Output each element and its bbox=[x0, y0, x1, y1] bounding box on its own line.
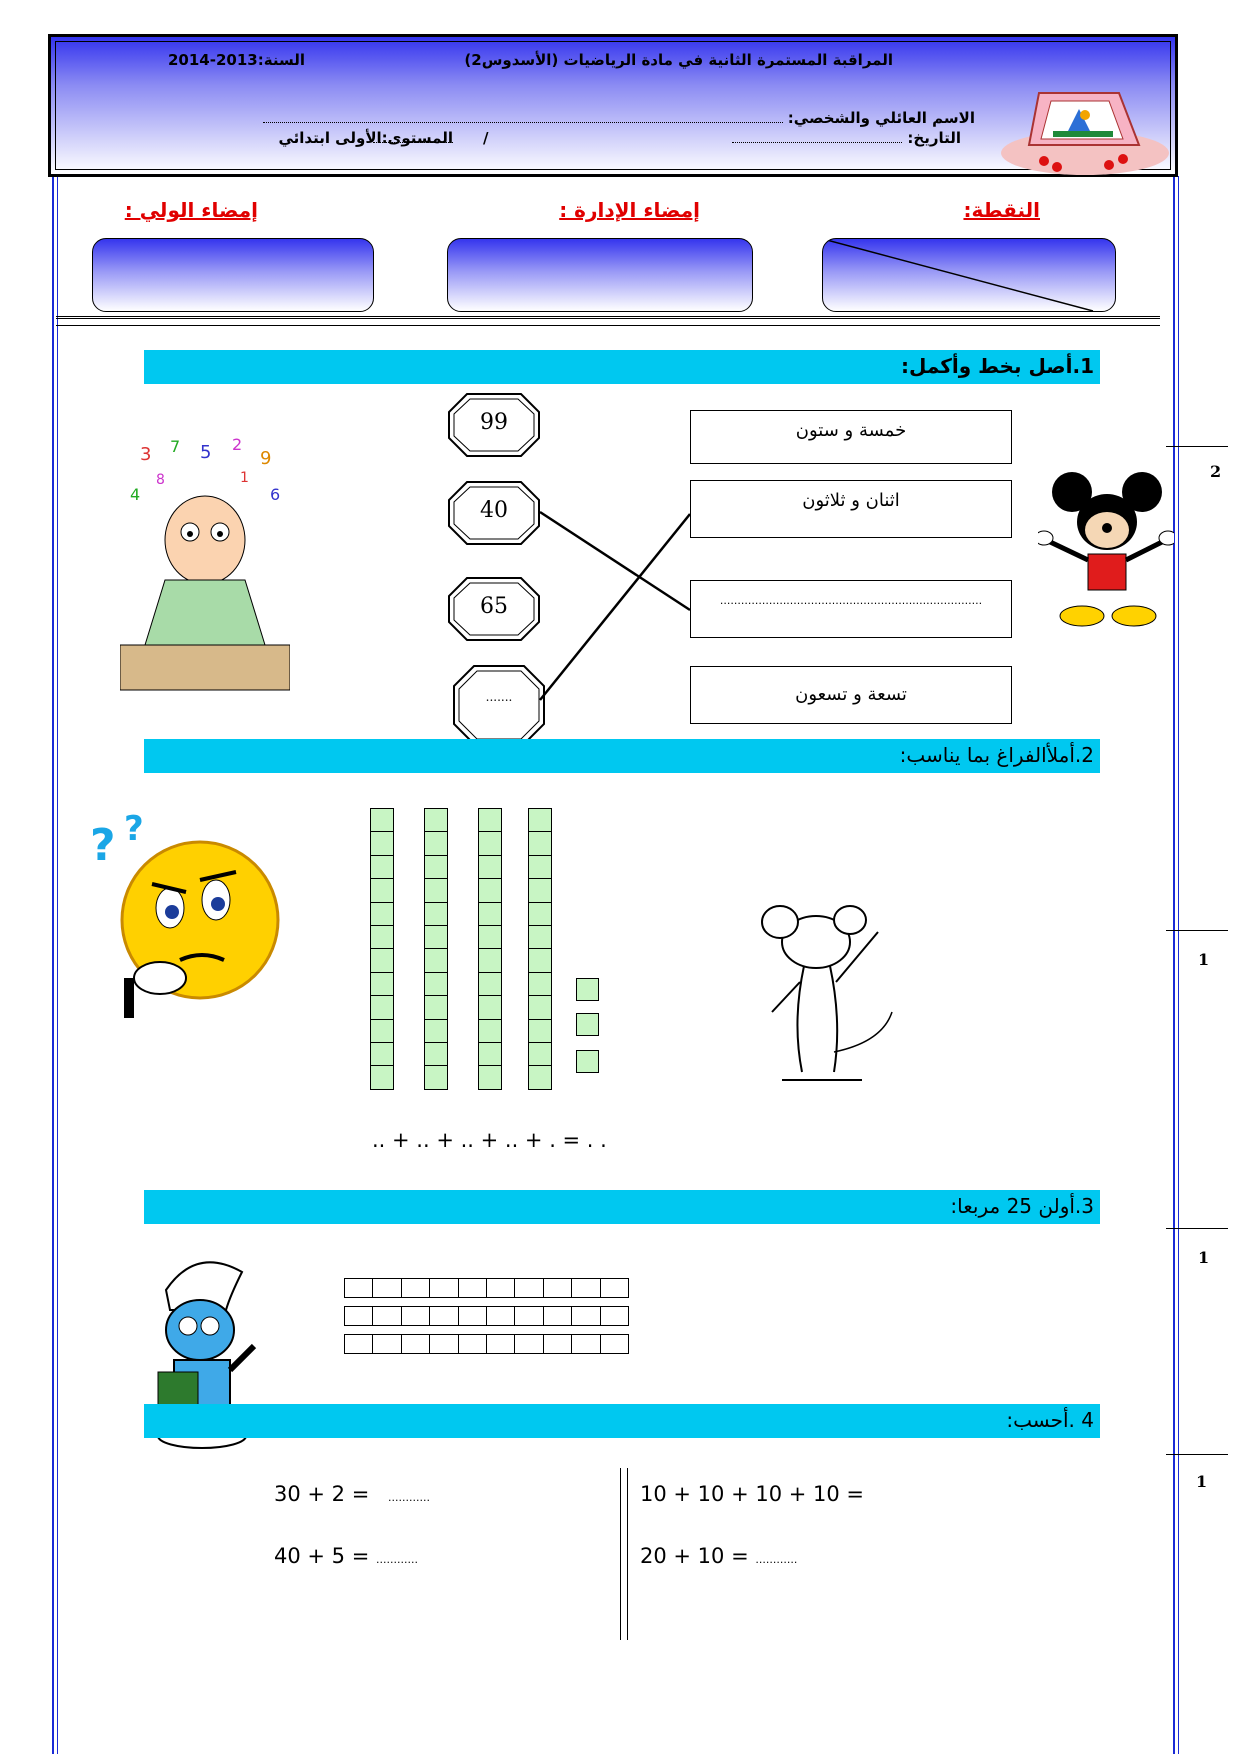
admin-signature-box[interactable] bbox=[447, 238, 753, 312]
grid-square[interactable] bbox=[372, 1278, 401, 1298]
score-ex3: 1 bbox=[1198, 1248, 1210, 1267]
score-ex2: 1 bbox=[1198, 950, 1210, 969]
word-box-blank[interactable]: ........................................................................... bbox=[690, 580, 1012, 638]
svg-text:3: 3 bbox=[140, 444, 152, 465]
svg-text:9: 9 bbox=[260, 448, 272, 469]
grid-square[interactable] bbox=[372, 1306, 401, 1326]
page-left-border bbox=[52, 176, 54, 1754]
grid-square[interactable] bbox=[458, 1278, 487, 1298]
score-box[interactable] bbox=[822, 238, 1116, 312]
squares-grid bbox=[344, 1278, 628, 1354]
number-octagon-99[interactable]: 99 bbox=[447, 392, 541, 458]
score-line-3 bbox=[1166, 1228, 1228, 1229]
exercise1-title-bar bbox=[144, 350, 1100, 384]
grid-square[interactable] bbox=[571, 1334, 600, 1354]
grid-square[interactable] bbox=[344, 1306, 373, 1326]
date-field-day[interactable] bbox=[732, 130, 902, 143]
page-left-border-inner bbox=[57, 176, 58, 1754]
header-banner bbox=[48, 34, 1178, 177]
grid-square[interactable] bbox=[571, 1306, 600, 1326]
calc-divider bbox=[620, 1468, 628, 1640]
grid-square[interactable] bbox=[571, 1278, 600, 1298]
score-line-4 bbox=[1166, 1454, 1228, 1455]
exercise4-title: 4 .أحسب: bbox=[1006, 1408, 1094, 1432]
svg-text:2: 2 bbox=[232, 435, 243, 454]
score-label: النقطة: bbox=[963, 198, 1040, 222]
svg-text:4: 4 bbox=[130, 485, 141, 504]
grid-square[interactable] bbox=[514, 1334, 543, 1354]
svg-text:5: 5 bbox=[200, 442, 212, 463]
page-right-border-inner bbox=[1178, 176, 1179, 1754]
svg-text:1: 1 bbox=[240, 470, 249, 486]
unit-cube-1 bbox=[576, 978, 599, 1001]
grid-square[interactable] bbox=[486, 1278, 515, 1298]
svg-text:6: 6 bbox=[270, 485, 281, 504]
exercise1-title: 1.أصل بخط وأكمل: bbox=[901, 354, 1094, 378]
grid-square[interactable] bbox=[429, 1306, 458, 1326]
grid-square[interactable] bbox=[429, 1334, 458, 1354]
word-box-65[interactable]: خمسة و ستون bbox=[690, 410, 1012, 464]
unit-cube-2 bbox=[576, 1013, 599, 1036]
calc-right-1[interactable]: 10 + 10 + 10 + 10 = bbox=[640, 1482, 864, 1506]
grid-square[interactable] bbox=[543, 1334, 572, 1354]
thinking-emoji bbox=[90, 800, 280, 1020]
calc-right-2[interactable]: 20 + 10 = ............ bbox=[640, 1544, 798, 1568]
exercise4-title-bar bbox=[144, 1404, 1100, 1438]
guardian-signature-box[interactable] bbox=[92, 238, 374, 312]
svg-text:8: 8 bbox=[156, 472, 165, 488]
score-ex1: 2 bbox=[1210, 462, 1222, 481]
score-ex4: 1 bbox=[1196, 1472, 1208, 1491]
exercise2-title: 2.أملأالفراغ بما يناسب: bbox=[899, 743, 1094, 767]
header-divider bbox=[56, 316, 1160, 326]
number-octagon-65[interactable]: 65 bbox=[447, 576, 541, 642]
svg-text:?: ? bbox=[90, 820, 116, 871]
student-name-field[interactable] bbox=[263, 110, 783, 123]
svg-text:7: 7 bbox=[170, 437, 181, 456]
word-box-32[interactable]: اثنان و ثلاثون bbox=[690, 480, 1012, 538]
number-octagon-40[interactable]: 40 bbox=[447, 480, 541, 546]
grid-square[interactable] bbox=[401, 1334, 430, 1354]
grid-square[interactable] bbox=[458, 1306, 487, 1326]
page-right-border bbox=[1173, 176, 1175, 1754]
grid-square[interactable] bbox=[486, 1306, 515, 1326]
grid-square[interactable] bbox=[543, 1306, 572, 1326]
grid-square[interactable] bbox=[344, 1278, 373, 1298]
tens-rod-3 bbox=[478, 808, 502, 1090]
exercise2-title-bar bbox=[144, 739, 1100, 773]
exercise3-title-bar bbox=[144, 1190, 1100, 1224]
grid-square[interactable] bbox=[458, 1334, 487, 1354]
calc-left-1[interactable]: 30 + 2 = ............ bbox=[274, 1482, 430, 1506]
student-cartoon bbox=[120, 430, 290, 700]
grid-square[interactable] bbox=[514, 1278, 543, 1298]
score-line-1 bbox=[1166, 446, 1228, 447]
grid-square[interactable] bbox=[429, 1278, 458, 1298]
grid-square[interactable] bbox=[486, 1334, 515, 1354]
number-octagon-blank[interactable]: ....... bbox=[452, 664, 546, 730]
student-name-label: الاسم العائلي والشخصي: bbox=[263, 109, 975, 127]
grid-square[interactable] bbox=[401, 1278, 430, 1298]
jerry-cartoon bbox=[752, 892, 902, 1092]
grid-square[interactable] bbox=[401, 1306, 430, 1326]
date-label-row: التاريخ: bbox=[732, 129, 961, 147]
school-logo bbox=[989, 87, 1169, 175]
exercise3-title: 3.أولن 25 مربعا: bbox=[950, 1194, 1094, 1218]
exam-title: المراقبة المستمرة الثانية في مادة الرياضيات (الأسدوس2) bbox=[464, 51, 893, 69]
score-line-2 bbox=[1166, 930, 1228, 931]
level-label: المستوى:الأولى ابتدائي bbox=[278, 129, 453, 147]
tens-rod-2 bbox=[424, 808, 448, 1090]
grid-square[interactable] bbox=[514, 1306, 543, 1326]
grid-square[interactable] bbox=[344, 1334, 373, 1354]
exercise2-equation[interactable]: .. + .. + .. + .. + . = . . bbox=[372, 1128, 607, 1152]
tens-rod-4 bbox=[528, 808, 552, 1090]
grid-square[interactable] bbox=[600, 1278, 629, 1298]
calc-left-2[interactable]: 40 + 5 = ............ bbox=[274, 1544, 418, 1568]
svg-text:?: ? bbox=[124, 809, 144, 849]
grid-square[interactable] bbox=[600, 1334, 629, 1354]
word-box-99[interactable]: تسعة و تسعون bbox=[690, 666, 1012, 724]
admin-signature-label: إمضاء الإدارة : bbox=[559, 198, 700, 222]
tens-rod-1 bbox=[370, 808, 394, 1090]
unit-cube-3 bbox=[576, 1050, 599, 1073]
grid-square[interactable] bbox=[543, 1278, 572, 1298]
date-separator: / bbox=[483, 129, 489, 147]
school-year: السنة:2013-2014 bbox=[168, 51, 305, 69]
guardian-signature-label: إمضاء الولي : bbox=[124, 198, 258, 222]
grid-square[interactable] bbox=[600, 1306, 629, 1326]
mickey-cartoon bbox=[1038, 470, 1174, 630]
grid-square[interactable] bbox=[372, 1334, 401, 1354]
